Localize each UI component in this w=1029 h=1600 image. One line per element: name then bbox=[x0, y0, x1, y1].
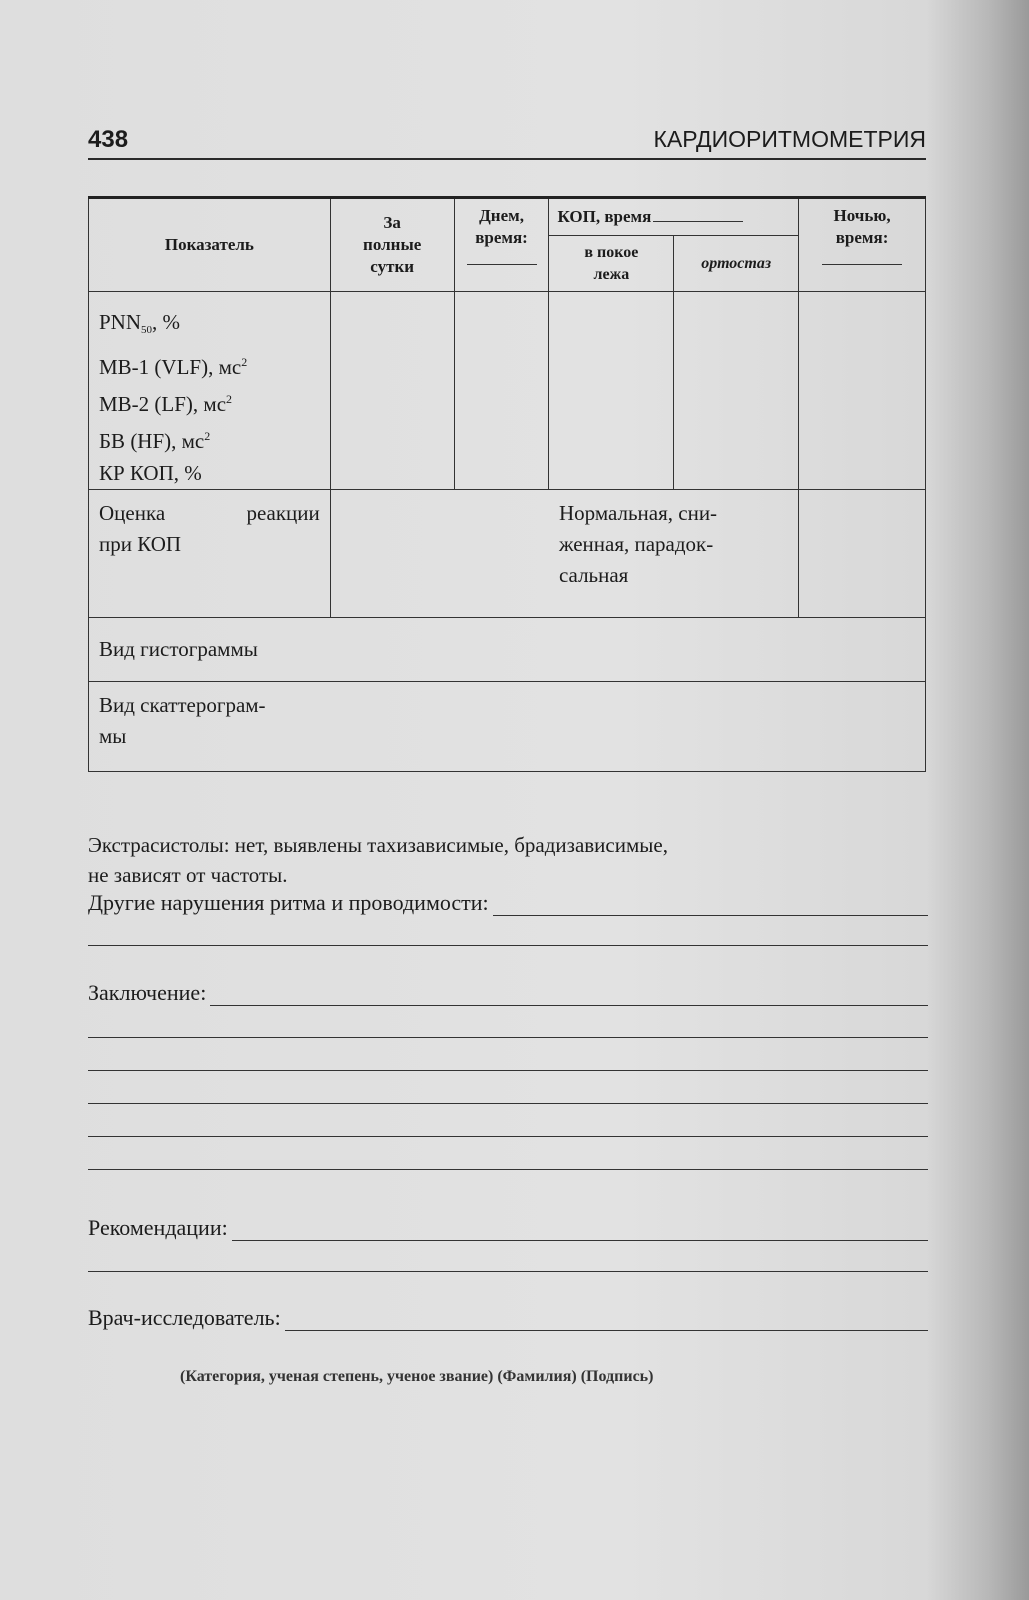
header-night: Ночью, время: bbox=[799, 198, 926, 292]
header-kop: КОП, время bbox=[549, 198, 799, 236]
params-daytime-cell bbox=[454, 292, 549, 490]
reaction-value-cell: Нормальная, сни- женная, парадок- сальная bbox=[549, 490, 799, 618]
header-kop-orthostasis: ортостаз bbox=[674, 236, 799, 292]
reaction-empty-cell bbox=[330, 490, 549, 618]
doctor-field: Врач-исследователь: bbox=[88, 1305, 928, 1331]
conclusion-line-4[interactable] bbox=[88, 1103, 928, 1104]
params-night-cell bbox=[799, 292, 926, 490]
signature-caption: (Категория, ученая степень, ученое звание) (Фамилия) (Подпись) bbox=[180, 1368, 654, 1385]
reaction-night-cell bbox=[799, 490, 926, 618]
param-mv2: МВ-2 (LF), $мс^2$ bbox=[99, 392, 233, 416]
histogram-row: Вид гистограммы bbox=[89, 618, 926, 682]
conclusion-line-5[interactable] bbox=[88, 1136, 928, 1137]
params-cell bbox=[89, 292, 331, 490]
conclusion-field: Заключение: bbox=[88, 980, 928, 1006]
recommendations-line[interactable] bbox=[232, 1218, 928, 1241]
params-full-day-cell bbox=[330, 292, 454, 490]
page-number: 438 bbox=[88, 126, 129, 153]
extrasystoles-text: Экстрасистолы: нет, выявлены тахизависимые, брадизависимые, не зависят от частоты. bbox=[88, 833, 668, 887]
page-header bbox=[88, 122, 926, 160]
param-bv: БВ (HF), $мс^2$ bbox=[99, 429, 211, 453]
doctor-line[interactable] bbox=[285, 1308, 928, 1331]
conclusion-line-2[interactable] bbox=[88, 1037, 928, 1038]
param-mv1: МВ-1 (VLF), $мс^2$ bbox=[99, 355, 248, 379]
running-title: КАРДИОРИТМОМЕТРИЯ bbox=[653, 126, 926, 152]
conclusion-line-6[interactable] bbox=[88, 1169, 928, 1170]
header-kop-rest: в покое лежа bbox=[549, 236, 674, 292]
recommendations-line-2[interactable] bbox=[88, 1271, 928, 1272]
scatter-row: Вид скаттерограм- мы bbox=[89, 682, 926, 772]
header-daytime: Днем, время: bbox=[454, 198, 549, 292]
params-kop-rest-cell bbox=[549, 292, 674, 490]
param-kr-kop: КР КОП, % bbox=[99, 461, 202, 485]
header-full-day: За полные сутки bbox=[330, 198, 454, 292]
conclusion-line-3[interactable] bbox=[88, 1070, 928, 1071]
other-disorders-line[interactable] bbox=[493, 893, 928, 916]
other-disorders-field: Другие нарушения ритма и проводимости: bbox=[88, 890, 928, 916]
reaction-label-cell: Оценка реакции при КОП bbox=[89, 490, 331, 618]
conclusion-line[interactable] bbox=[210, 983, 928, 1006]
results-table bbox=[88, 196, 926, 772]
param-pnn50: $PNN_{50}$, % bbox=[99, 310, 181, 336]
params-kop-orthostasis-cell bbox=[674, 292, 799, 490]
recommendations-field: Рекомендации: bbox=[88, 1215, 928, 1241]
other-disorders-line-2[interactable] bbox=[88, 945, 928, 946]
header-indicator: Показатель bbox=[89, 198, 331, 292]
